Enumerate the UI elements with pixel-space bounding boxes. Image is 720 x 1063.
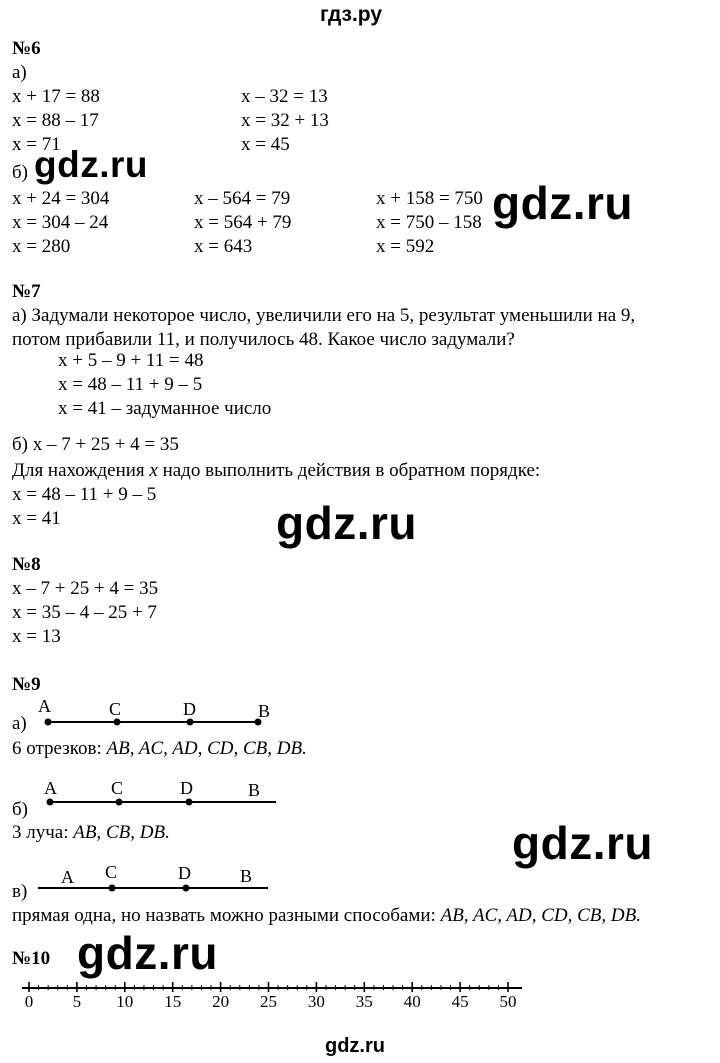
task9-a-point-a: A <box>38 696 51 716</box>
task7-number: №7 <box>12 281 41 302</box>
task9-c-label: в) <box>12 881 28 902</box>
task6-a-col2-line2: x = 32 + 13 <box>241 110 329 131</box>
ruler-label: 10 <box>116 992 134 1011</box>
ruler-label: 50 <box>499 992 517 1011</box>
task7-b-text-after: надо выполнить действия в обратном порядке: <box>157 460 541 481</box>
ruler-label: 40 <box>403 992 421 1011</box>
task9-c-answer-prefix: прямая одна, но назвать можно разными способами: <box>12 905 441 926</box>
task9-a-answer-prefix: 6 отрезков: <box>12 738 107 759</box>
ruler-label: 20 <box>212 992 230 1011</box>
task6-b-col1-line3: x = 280 <box>12 236 71 257</box>
task9-b-point-c: C <box>111 778 124 798</box>
task8-number: №8 <box>12 554 41 575</box>
task6-b-col1-line1: x + 24 = 304 <box>12 188 110 209</box>
task9-c-point-a: A <box>61 867 74 887</box>
task6-b-col3-line1: x + 158 = 750 <box>376 188 483 209</box>
task9-number: №9 <box>12 674 41 695</box>
task9-c-point-b: B <box>240 866 253 886</box>
ruler-label: 45 <box>451 992 469 1011</box>
task9-b-point-d: D <box>180 778 193 798</box>
ruler-label: 35 <box>355 992 373 1011</box>
task7-b-line2: x = 41 <box>12 508 61 529</box>
task9-b-point-b: B <box>248 780 261 800</box>
task9-a-answer-items: AB, AC, AD, CD, CB, DB. <box>106 738 307 759</box>
task6-a-col1-line2: x = 88 – 17 <box>12 110 99 131</box>
task9-a-label: а) <box>12 713 27 734</box>
ruler-label: 15 <box>164 992 182 1011</box>
task9-c-answer-items: AB, AC, AD, CD, CB, DB. <box>440 905 641 926</box>
task9-b-point-a: A <box>44 778 57 798</box>
task8-line1: x – 7 + 25 + 4 = 35 <box>12 578 159 599</box>
watermark: gdz.ru <box>276 497 417 549</box>
task6-b-col1-line2: x = 304 – 24 <box>12 212 109 233</box>
task8-line3: x = 13 <box>12 626 61 647</box>
task6-b-col3-line2: x = 750 – 158 <box>376 212 482 233</box>
task6-number: №6 <box>12 38 41 59</box>
task9-b-answer-items: AB, CB, DB. <box>73 822 170 843</box>
task6-b-col2-line2: x = 564 + 79 <box>194 212 292 233</box>
task7-b-line1: x = 48 – 11 + 9 – 5 <box>12 484 157 505</box>
task6-b-col2-line1: x – 564 = 79 <box>194 188 291 209</box>
site-header: гдз.ру <box>320 3 383 26</box>
task9-a-point-d: D <box>183 699 196 719</box>
ruler-label: 5 <box>72 992 82 1011</box>
task7-a-text1: а) Задумали некоторое число, увеличили его на 5, результат уменьшили на 9, <box>12 305 636 326</box>
task7-a-line2: x = 48 – 11 + 9 – 5 <box>58 374 203 395</box>
task6-a-col2-line3: x = 45 <box>241 134 290 155</box>
task6-a-col2-line1: x – 32 = 13 <box>241 86 328 107</box>
task9-c-point-d: D <box>178 863 191 883</box>
task9-b-answer-prefix: 3 луча: <box>12 822 74 843</box>
ruler-label: 25 <box>260 992 277 1011</box>
ruler-label: 30 <box>307 992 325 1011</box>
task6-b-label: б) <box>12 162 28 183</box>
task7-a-line3: x = 41 – задуманное число <box>58 398 272 419</box>
task7-a-line1: x + 5 – 9 + 11 = 48 <box>58 350 204 371</box>
task7-b-line: б) x – 7 + 25 + 4 = 35 <box>12 434 179 455</box>
ruler-label: 0 <box>24 992 34 1011</box>
watermark: gdz.ru <box>34 144 148 185</box>
watermark: gdz.ru <box>492 177 633 229</box>
task7-b-text-before: Для нахождения <box>12 460 150 481</box>
task6-b-col2-line3: x = 643 <box>194 236 253 257</box>
task9-a-point-b: B <box>258 701 271 721</box>
task6-b-col3-line3: x = 592 <box>376 236 435 257</box>
task6-a-col1-line3: x = 71 <box>12 134 61 155</box>
task6-a-col1-line1: x + 17 = 88 <box>12 86 100 107</box>
task6-a-label: а) <box>12 62 27 83</box>
task8-line2: x = 35 – 4 – 25 + 7 <box>12 602 157 623</box>
task9-b-label: б) <box>12 799 28 820</box>
watermark: gdz.ru <box>512 817 653 869</box>
task7-b-text-var: x <box>149 460 158 481</box>
task9-c-point-c: C <box>105 862 118 882</box>
task10-number: №10 <box>12 948 51 969</box>
task7-a-text2: потом прибавили 11, и получилось 48. Какое число задумали? <box>12 329 515 350</box>
task9-a-point-c: C <box>109 699 122 719</box>
watermark: gdz.ru <box>77 927 218 979</box>
site-footer: gdz.ru <box>325 1035 385 1057</box>
